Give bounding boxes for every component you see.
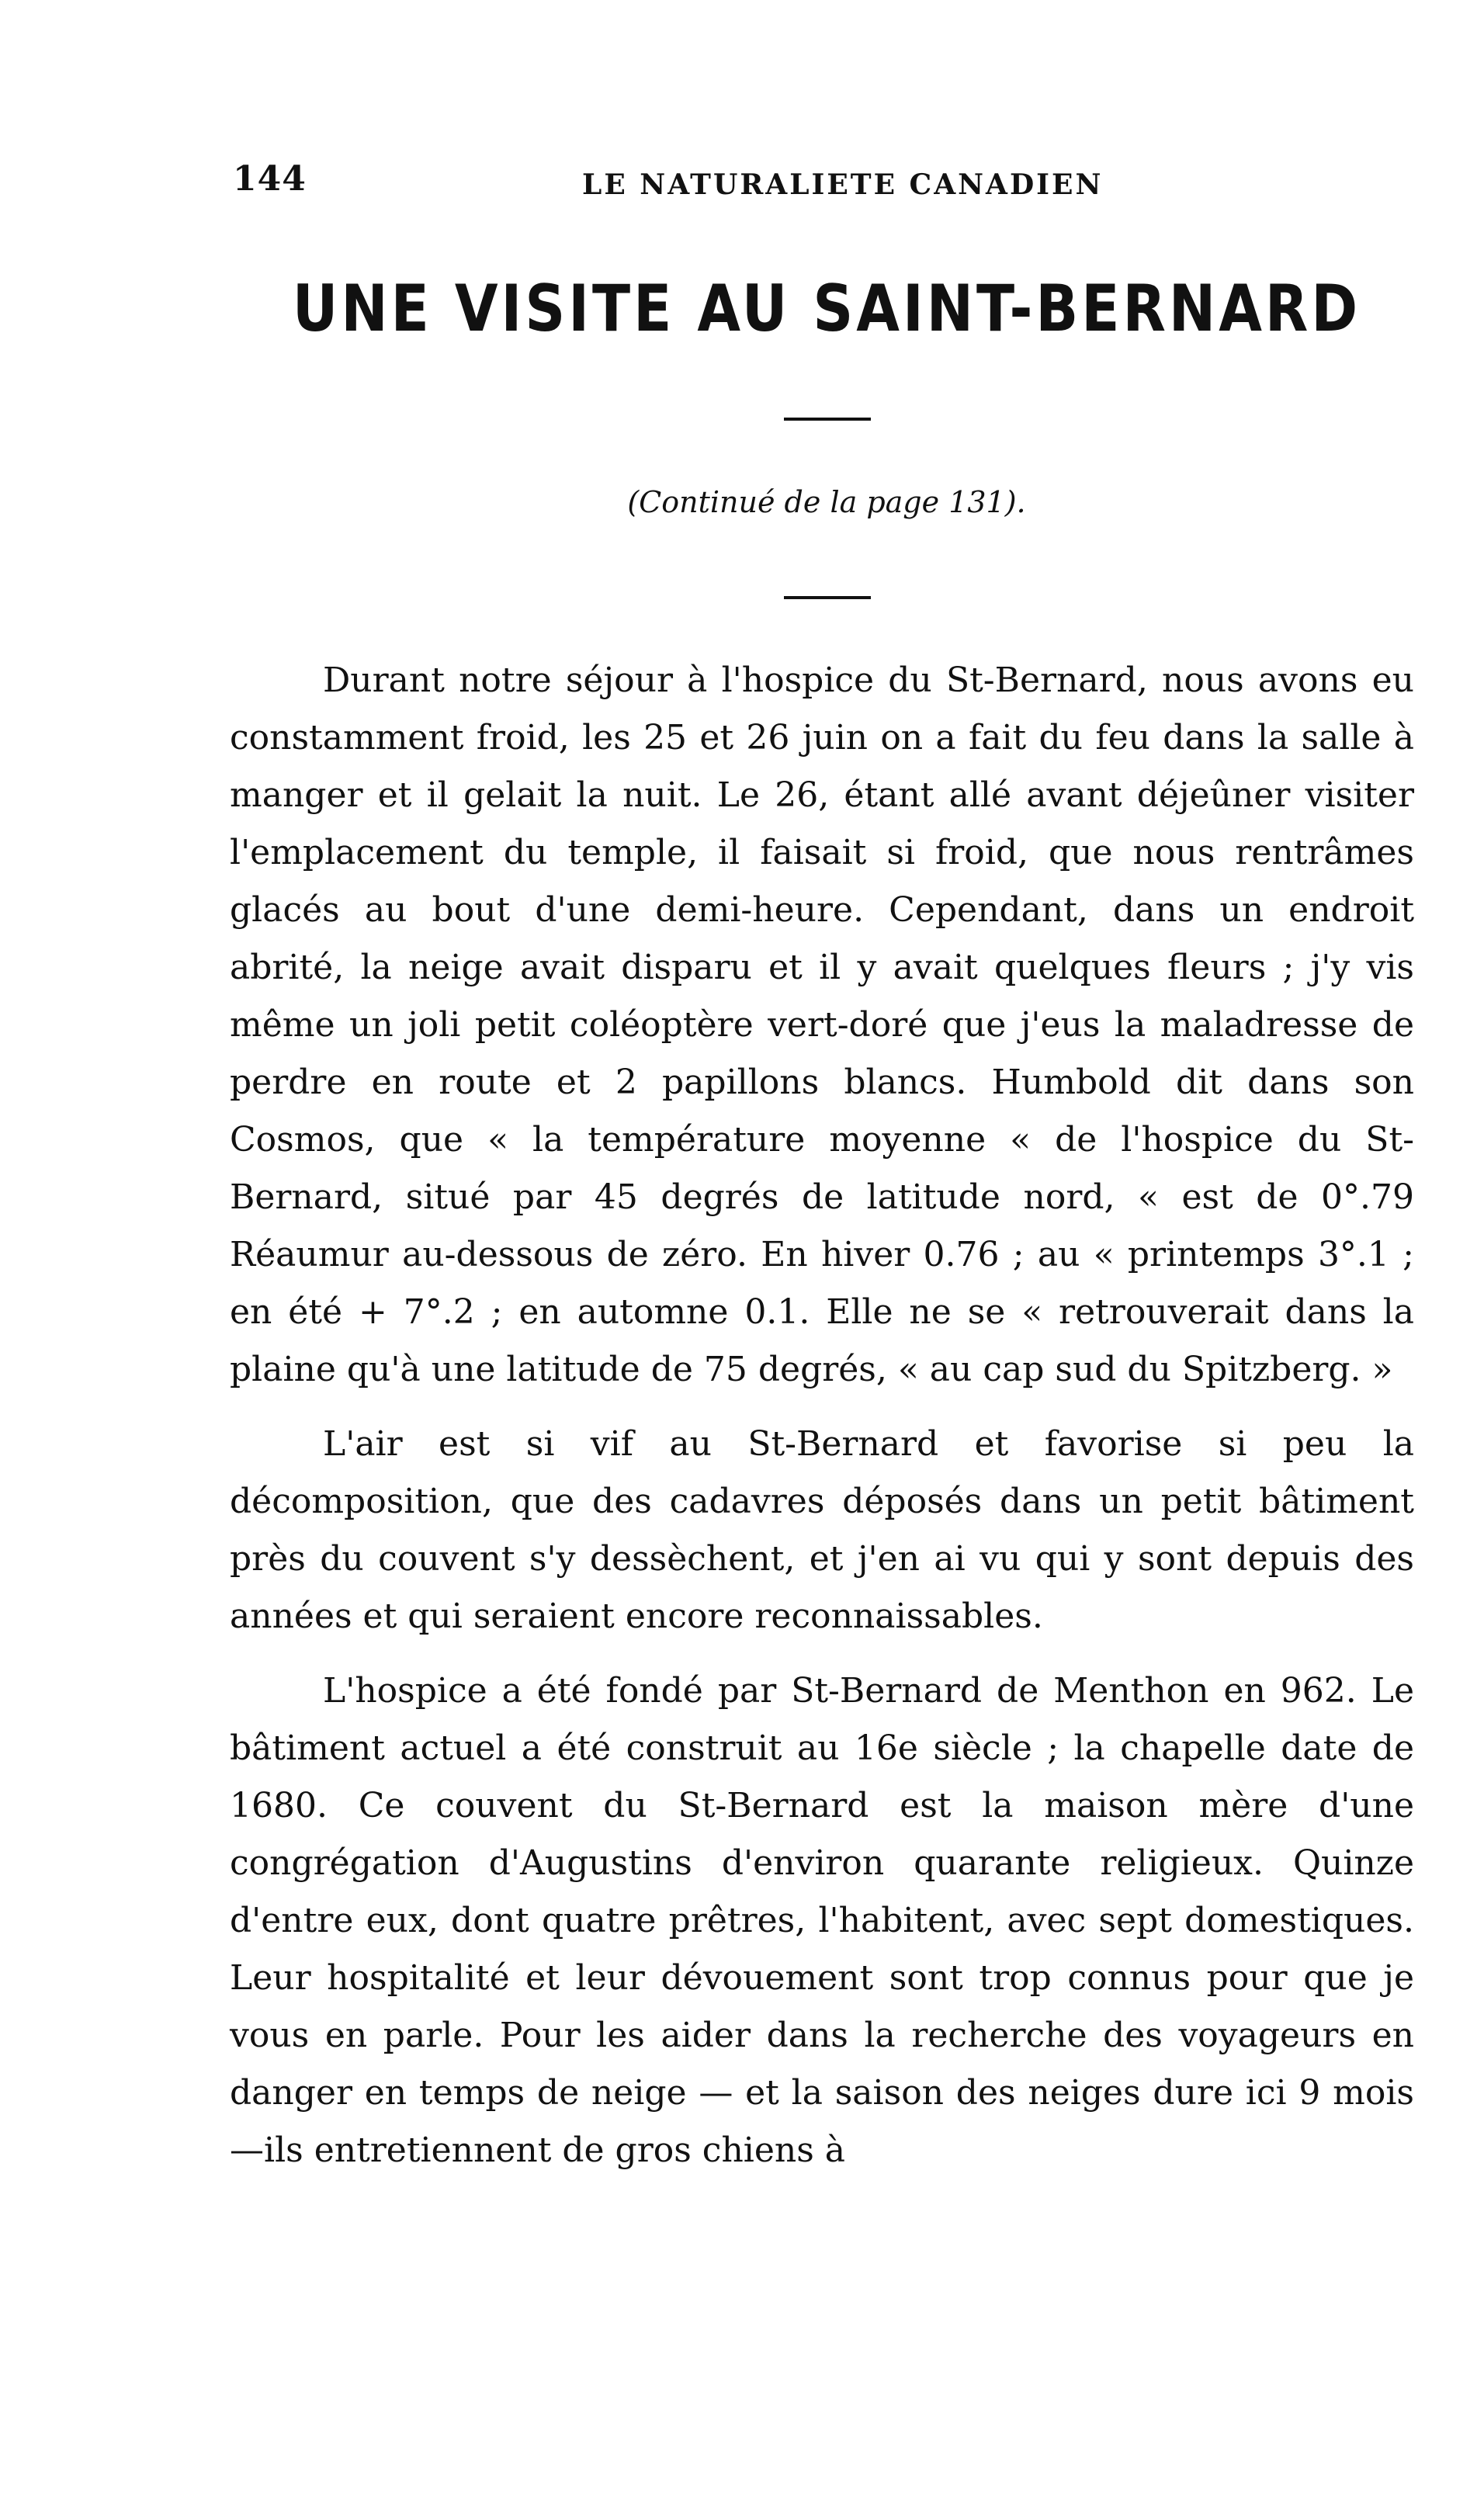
paragraph: L'hospice a été fondé par St-Bernard de Menthon en 962. Le bâtiment actuel a été construit au 16e siècle ; la chapelle date de 1680. Ce couvent du St-Bernard est la maison mère d'une congrégation d'Augustins d'environ quarante religieux. Quinze d'entre eux, dont quatre prêtres, l'habitent, avec sept domestiques. Leur hospitalité et leur dévouement sont trop connus pour que je vous en parle. Pour les aider dans la recherche des voyageurs en danger en temps de neige — et la saison des neiges dure ici 9 mois—ils entretiennent de gros chiens à (230, 1671, 1414, 2170)
paragraph: Durant notre séjour à l'hospice du St-Bernard, nous avons eu constamment froid, les 25 et 26 juin on a fait du feu dans la salle à manger et il gelait la nuit. Le 26, étant allé avant déjeûner visiter l'emplacement du temple, il faisait si froid, que nous rentrâmes glacés au bout d'une demi-heure. Cependant, dans un endroit abrité, la neige avait disparu et il y avait quelques fleurs ; j'y vis même un joli petit coléoptère vert-doré que j'eus la maladresse de perdre en route et 2 papillons blancs. Humbold dit dans son Cosmos, que « la température moyenne « de l'hospice du St-Bernard, situé par 45 degrés de latitude nord, « est de 0°.79 Réaumur au-dessous de zéro. En hiver 0.76 ; au « printemps 3°.1 ; en été + 7°.2 ; en automne 0.1. Elle ne se « retrouverait dans la plaine qu'à une latitude de 75 degrés, « au cap sud du Spitzberg. » (230, 660, 1414, 1389)
section-rule (784, 596, 871, 599)
continued-note: (Continué de la page 131). (627, 485, 1026, 519)
running-head: LE NATURALIETE CANADIEN (582, 168, 1104, 201)
page-header (233, 159, 1420, 213)
article-body (230, 652, 1414, 2190)
paragraph: L'air est si vif au St-Bernard et favorise si peu la décomposition, que des cadavres déposés dans un petit bâtiment près du couvent s'y dessèchent, et j'en ai vu qui y sont depuis des années et qui seraient encore reconnaissables. (230, 1424, 1414, 1636)
article-title: UNE VISITE AU SAINT-BERNARD (292, 270, 1361, 346)
title-rule (784, 418, 871, 421)
page-number: 144 (233, 159, 307, 199)
